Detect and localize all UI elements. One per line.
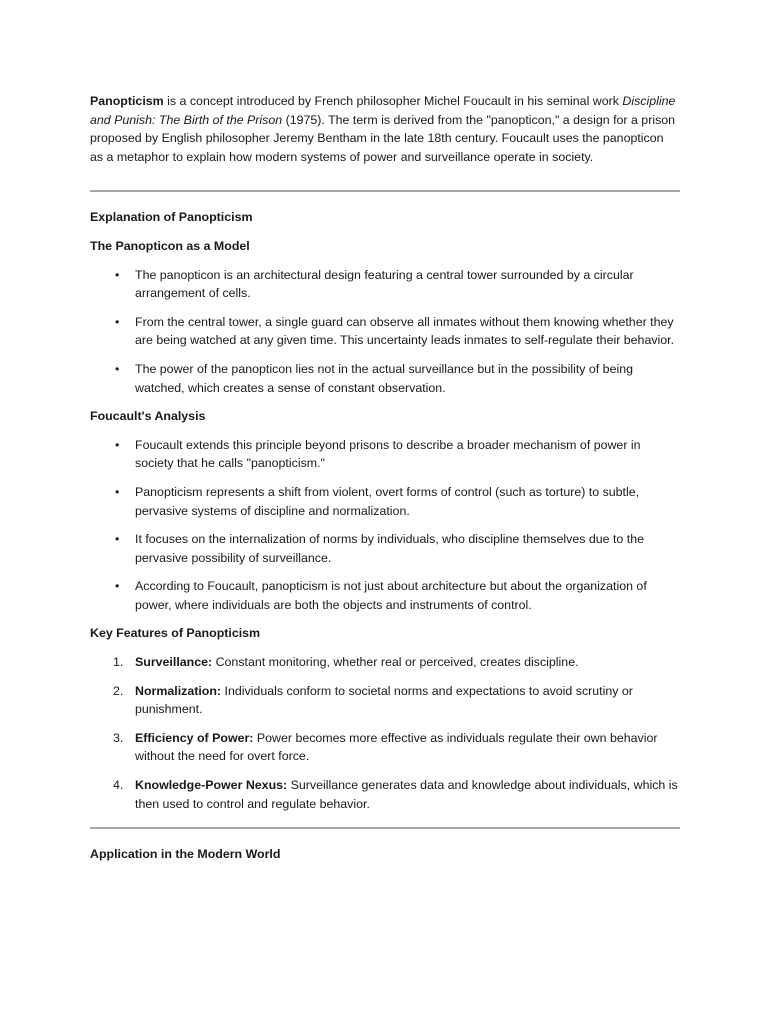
horizontal-divider <box>90 827 680 829</box>
list-item: • The power of the panopticon lies not in the actual surveillance but in the possibility of being watched, which creates a sense of constant observation. <box>135 360 680 397</box>
feature-term: Surveillance: <box>135 655 213 670</box>
intro-paragraph <box>90 92 680 166</box>
document-page <box>90 92 680 874</box>
features-numbered-list <box>90 653 680 813</box>
feature-term: Normalization: <box>135 683 222 698</box>
list-item: • Panopticism represents a shift from violent, overt forms of control (such as torture) to subtle, pervasive systems of discipline and normalization. <box>135 483 680 520</box>
feature-text: Constant monitoring, whether real or perceived, creates discipline. <box>212 655 579 670</box>
list-item <box>113 653 680 672</box>
subheading-analysis: Foucault's Analysis <box>90 409 206 424</box>
subheading-model: The Panopticon as a Model <box>90 238 250 253</box>
list-item: • Foucault extends this principle beyond prisons to describe a broader mechanism of power in society that he calls "panopticism." <box>135 436 680 473</box>
model-bullet-list <box>90 266 680 398</box>
list-number: 3. <box>113 730 124 745</box>
list-number: 1. <box>113 655 124 670</box>
horizontal-divider <box>90 190 680 192</box>
section-heading-application: Application in the Modern World <box>90 847 281 862</box>
intro-term: Panopticism <box>90 94 164 108</box>
subheading-features: Key Features of Panopticism <box>90 626 261 641</box>
intro-book-title: Discipline and Punish: The Birth of the Prison <box>90 94 676 127</box>
list-number: 2. <box>113 683 124 698</box>
feature-term: Knowledge-Power Nexus: <box>135 778 288 793</box>
list-item <box>113 682 680 719</box>
feature-text: Power becomes more effective as individuals regulate their own behavior without the need for overt force. <box>135 730 658 764</box>
list-item <box>113 776 680 813</box>
feature-term: Efficiency of Power: <box>135 730 254 745</box>
feature-text: Individuals conform to societal norms and expectations to avoid scrutiny or punishment. <box>135 683 633 717</box>
analysis-bullet-list <box>90 436 680 615</box>
intro-text-2: (1975). The term is derived from the "panopticon," a design for a prison proposed by English philosopher Jeremy Bentham in the late 18th century. Foucault uses the panopticon as a metaphor to explain how modern systems of power and surveillance operate in society. <box>90 112 676 164</box>
list-number: 4. <box>113 778 124 793</box>
list-item: • The panopticon is an architectural design featuring a central tower surrounded by a circular arrangement of cells. <box>135 266 680 303</box>
section-heading-explanation: Explanation of Panopticism <box>90 210 253 225</box>
list-item <box>113 729 680 766</box>
list-item: • From the central tower, a single guard can observe all inmates without them knowing whether they are being watched at any given time. This uncertainty leads inmates to self-regulate their behavior. <box>135 313 680 350</box>
feature-text: Surveillance generates data and knowledge about individuals, which is then used to control and regulate behavior. <box>135 778 678 811</box>
list-item: • It focuses on the internalization of norms by individuals, who discipline themselves due to the pervasive possibility of surveillance. <box>135 530 680 567</box>
intro-text-1: is a concept introduced by French philosopher Michel Foucault in his seminal work <box>163 94 623 108</box>
list-item: • According to Foucault, panopticism is not just about architecture but about the organization of power, where individuals are both the objects and instruments of control. <box>135 577 680 614</box>
